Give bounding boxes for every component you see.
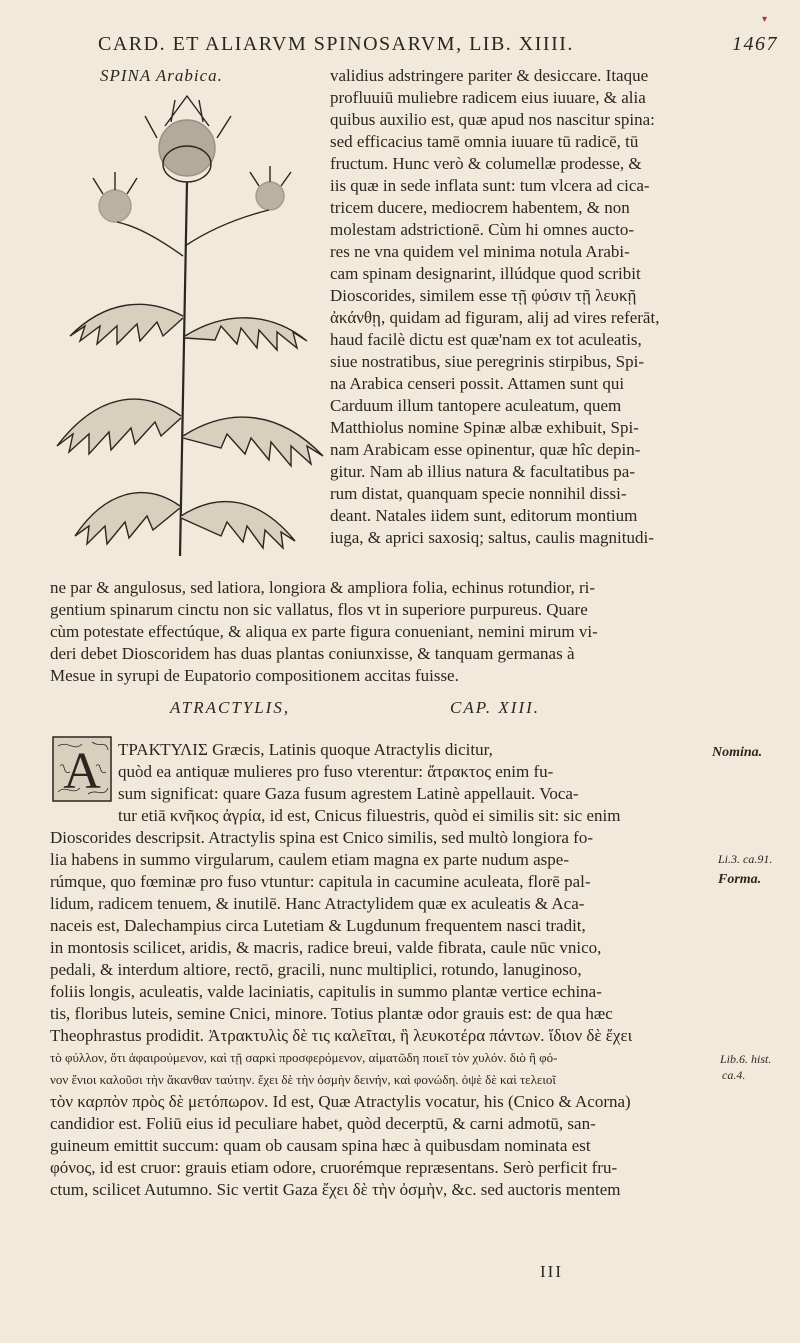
text-line: naceis est, Dalechampius circa Lutetiam & Lugdunum frequentem nasci tradit,: [50, 916, 586, 935]
text-line: sed efficacius tamē omnia iuuare tū radicē, tū: [330, 132, 639, 151]
running-header: [98, 33, 778, 56]
text-line: molestam adstrictionē. Cùm hi omnes aucto-: [330, 220, 635, 239]
margin-note-reference: Li.3. ca.91.: [718, 852, 773, 866]
text-line: foliis longis, aculeatis, valde laciniatis, capitulis in summo plantæ vertice echina-: [50, 982, 602, 1001]
margin-note-reference: Lib.6. hist.: [720, 1052, 772, 1066]
text-line: Carduum illum tantopere aculeatum, quem: [330, 396, 622, 415]
text-line: iis quæ in sede inflata sunt: tum vlcera ad cica-: [330, 176, 650, 195]
text-line: τὸν καρπὸν πρὸς δὲ μετόπωρον. Id est, Quæ Atractylis vocatur, his (Cnico & Acorna): [50, 1092, 631, 1111]
text-line-greek: νον ἔνιοι καλοῦσι τὴν ἄκανθαν ταύτην. ἔχει δὲ τὴν ὀσμὴν δεινήν, καὶ φονώδη. ὀψὲ δὲ καὶ τελειοῖ: [50, 1072, 556, 1087]
thistle-illustration: [45, 86, 335, 566]
text-line: cam spinam designarint, illúdque quod scribit: [330, 264, 641, 283]
text-line: ἀκάνθῃ, quidam ad figuram, alij ad vires referāt,: [330, 308, 660, 327]
text-line: tur etiā κνῆκος ἀγρία, id est, Cnicus filuestris, quòd ei similis sit: sic enim: [118, 806, 621, 825]
text-line: cùm potestate effectúque, & aliqua ex parte figura conueniant, nemini mirum vi-: [50, 622, 598, 641]
text-line: φόνος, id est cruor: grauis etiam odore, cruorémque repræsentans. Serò perficit fru-: [50, 1158, 618, 1177]
text-line: pedali, & interdum altiore, rectō, gracili, nunc multiplici, rotundo, lanuginoso,: [50, 960, 582, 979]
text-line: rúmque, quo fœminæ pro fuso vtuntur: capitula in cacumine aculeata, florē pal-: [50, 872, 591, 891]
text-line: fructum. Hunc verò & columellæ prodesse, &: [330, 154, 642, 173]
text-line: in montosis scilicet, aridis, & macris, radice breui, valde fibrata, caule nūc vnico,: [50, 938, 602, 957]
text-line: deri debet Dioscoridem has duas plantas coniunxisse, & tanquam germanas à: [50, 644, 575, 663]
text-line: siue nostratibus, siue peregrinis stirpibus, Spi-: [330, 352, 645, 371]
text-line: profluuiū muliebre radicem eius iuuare, & alia: [330, 88, 646, 107]
flower-bud-icon: [93, 172, 137, 222]
text-line: tricem ducere, mediocrem habentem, & non: [330, 198, 630, 217]
flower-head-icon: [145, 96, 231, 182]
text-line: lia habens in summo virgularum, caulem etiam magna ex parte nudum aspe-: [50, 850, 569, 869]
text-line: gentium spinarum cinctu non sic vallatus, flos vt in superiore purpureus. Quare: [50, 600, 588, 619]
text-line-greek: τὸ φύλλον, ὅτι ἀφαιρούμενον, καὶ τῇ σαρκὶ προσφερόμενον, αἱματῶδη ποιεῖ τὸν χυλόν. διὸ ἢ φό-: [50, 1050, 558, 1065]
margin-note-reference: ca.4.: [722, 1068, 746, 1082]
svg-text:A: A: [63, 743, 101, 800]
text-line: quòd ea antiquæ mulieres pro fuso vterentur: ἄτρακτος enim fu-: [118, 762, 554, 781]
illustration-caption: SPINA Arabica.: [100, 66, 223, 85]
margin-note-nomina: Nomina.: [712, 745, 763, 760]
folio-number: 1467: [732, 33, 778, 55]
decorated-initial: [52, 736, 112, 802]
text-line: gitur. Nam ab illius natura & facultatibus pa-: [330, 462, 635, 481]
text-line: haud facilè dictu est quæ'nam ex tot aculeatis,: [330, 330, 642, 349]
text-line: ne par & angulosus, sed latiora, longiora & ampliora folia, echinus rotundior, ri-: [50, 578, 596, 597]
text-line: ΤΡΑΚΤΥΛΙΣ Græcis, Latinis quoque Atractylis dicitur,: [118, 740, 493, 759]
corner-mark: ▾: [762, 14, 768, 25]
text-line: ctum, scilicet Autumno. Sic vertit Gaza ἔχει δὲ τὴν ὀσμὴν, &c. sed auctoris mentem: [50, 1180, 621, 1199]
text-line: nam Arabicam esse opinentur, quæ hîc depin-: [330, 440, 641, 459]
text-line: Matthiolus nomine Spinæ albæ exhibuit, Spi-: [330, 418, 639, 437]
running-title: CARD. ET ALIARVM SPINOSARVM, LIB. XIIII.: [98, 33, 574, 55]
text-line: Theophrastus prodidit. Ἀτρακτυλὶς δὲ τις καλεῖται, ἣ λευκοτέρα πάντων. ἴδιον δὲ ἔχει: [50, 1026, 633, 1045]
text-line: na Arabica censeri possit. Attamen sunt qui: [330, 374, 625, 393]
text-line: iuga, & aprici saxosiq; saltus, caulis magnitudi-: [330, 528, 654, 547]
text-line: tis, floribus luteis, semine Cnici, minore. Totius plantæ odor grauis est: de qua hæc: [50, 1004, 613, 1023]
text-line: res ne vna quidem vel minima notula Arabi-: [330, 242, 630, 261]
margin-note-forma: Forma.: [718, 872, 762, 887]
signature-mark: III: [540, 1262, 563, 1281]
text-line: rum distat, quanquam specie nonnihil dissi-: [330, 484, 627, 503]
text-line: Dioscorides, similem esse τῇ φύσιν τῇ λευκῇ: [330, 286, 637, 305]
text-line: sum significat: quare Gaza fusum agrestem Latinè appellauit. Voca-: [118, 784, 579, 803]
text-line: lidum, radicem tenuem, & inutilē. Hanc Atractylidem quæ ex aculeatis & Aca-: [50, 894, 585, 913]
text-line: candidior est. Foliū eius id peculiare habet, quòd decerptū, & carni admotū, san-: [50, 1114, 596, 1133]
text-line: Mesue in syrupi de Eupatorio compositionem accitas fuisse.: [50, 666, 459, 685]
text-line: guineum emittit succum: quam ob causam spina hæc à quibusdam nominata est: [50, 1136, 591, 1155]
text-line: Dioscorides descripsit. Atractylis spina est Cnico similis, sed multò longiora fo-: [50, 828, 593, 847]
flower-bud-icon: [250, 166, 291, 210]
section-title: ATRACTYLIS,: [170, 698, 291, 717]
text-line: quibus auxilio est, quæ apud nos nascitur spina:: [330, 110, 655, 129]
text-line: deant. Natales iidem sunt, editorum montium: [330, 506, 638, 525]
text-line: validius adstringere pariter & desiccare. Itaque: [330, 66, 649, 85]
chapter-number: CAP. XIII.: [450, 698, 541, 717]
